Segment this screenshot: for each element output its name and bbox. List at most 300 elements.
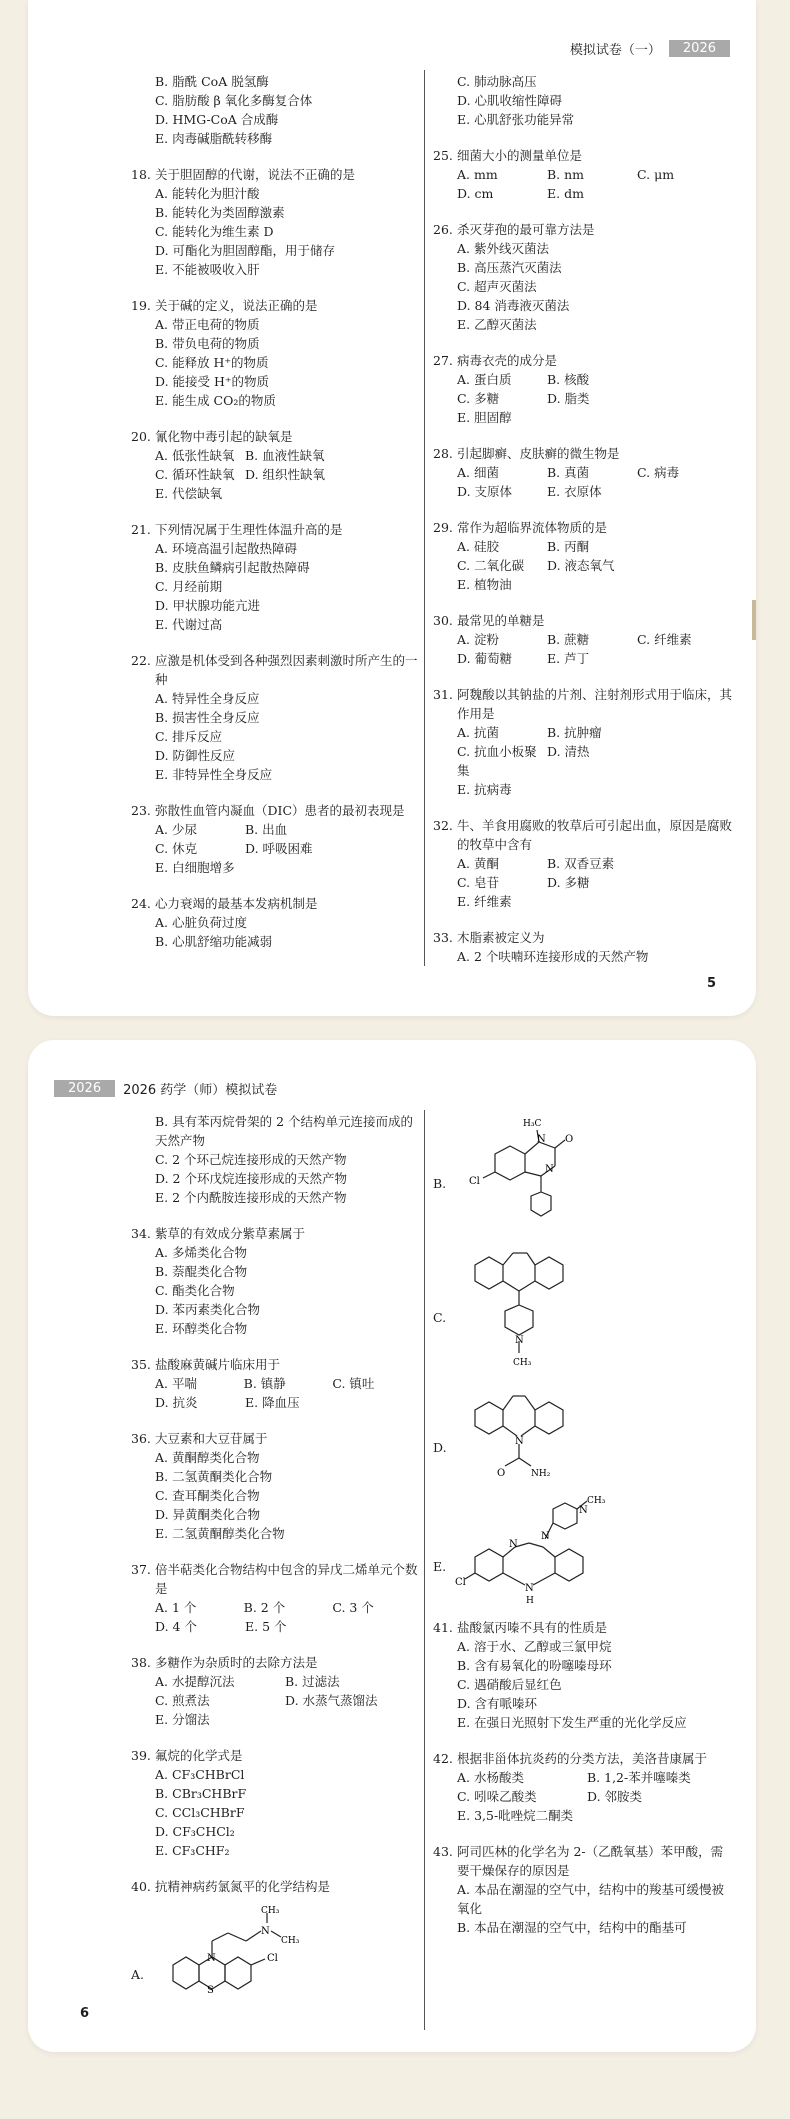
question-text: 多糖作为杂质时的去除方法是 [155,1655,318,1670]
question-text: 阿司匹林的化学名为 2-（乙酰氧基）苯甲酸，需要干燥保存的原因是 [457,1844,724,1878]
atom-label: CH₃ [587,1496,606,1506]
atom-label: O [565,1134,574,1145]
answer-option: A. 蛋白质 [457,372,512,387]
answer-option: B. 核酸 [547,372,590,387]
answer-option: E. 芦丁 [547,651,590,666]
question-number: 43. [433,1844,453,1859]
question-stem [433,220,733,239]
question-number: 42. [433,1751,453,1766]
answer-option: B. 血液性缺氧 [245,448,325,463]
header-title: 模拟试卷（一） [569,42,661,58]
answer-option: A. 溶于水、乙醇或三氯甲烷 [457,1639,612,1654]
structure-option-e [433,1495,733,1618]
question-text: 阿魏酸以其钠盐的片剂、注射剂形式用于临床，其作用是 [457,687,733,721]
answer-option-row [131,1691,421,1710]
answer-option: B. 过滤法 [285,1674,340,1689]
atom-label: N [537,1134,546,1145]
answer-option: B. 蔗糖 [547,632,590,647]
question-item [433,351,733,427]
question-text: 心力衰竭的最基本发病机制是 [155,896,318,911]
question-stem [131,1224,421,1243]
benzene-ring [225,1957,251,1989]
answer-option: D. 呼吸困难 [245,841,313,856]
answer-option: E. 心肌舒张功能异常 [457,112,575,127]
answer-option-row [433,1787,733,1806]
question-text: 牛、羊食用腐败的牧草后可引起出血，原因是腐败的牧草中含有 [457,818,733,852]
atom-label: N [525,1583,534,1594]
answer-option: D. 甲状腺功能亢进 [155,598,261,613]
page-header [562,38,730,58]
question-item [131,520,421,634]
question-item [433,1618,733,1732]
question-text: 最常见的单糖是 [457,613,545,628]
answer-option: E. 非特异性全身反应 [155,767,273,782]
answer-option: C. 查耳酮类化合物 [155,1488,260,1503]
question-stem [131,1746,421,1765]
question-text: 抗精神病药氯氮平的化学结构是 [155,1879,331,1894]
left-column [131,72,421,968]
answer-option: C. 月经前期 [155,579,223,594]
answer-option-row [131,839,421,858]
atom-label: N [509,1539,518,1550]
answer-option: A. 带正电荷的物质 [155,317,260,332]
question-text: 木脂素被定义为 [457,930,545,945]
cyproheptadine-structure [455,1235,655,1375]
question-number: 33. [433,930,453,945]
answer-option: B. 含有易氧化的吩噻嗪母环 [457,1658,612,1673]
answer-option: C. 多糖 [457,391,500,406]
clozapine-structure [455,1495,655,1613]
question-number: 22. [131,653,151,668]
answer-option: C. CCl₃CHBrF [155,1805,245,1820]
answer-option: E. 2 个内酰胺连接形成的天然产物 [155,1190,347,1205]
answer-option: A. 硅胶 [457,539,499,554]
answer-option: A. 水提醇沉法 [155,1674,235,1689]
answer-option: A. 少尿 [155,822,197,837]
question-text: 应激是机体受到各种强烈因素刺激时所产生的一种 [155,653,418,687]
exam-page-5 [28,0,756,1016]
answer-option: C. 循环性缺氧 [155,467,235,482]
answer-option: D. 邻胺类 [587,1789,643,1804]
right-column [433,72,733,983]
question-stem [131,1877,421,1896]
answer-option: C. 煎煮法 [155,1693,210,1708]
answer-option: D. 可酯化为胆固醇酯，用于储存 [155,243,336,258]
answer-option: E. 抗病毒 [457,782,512,797]
answer-option-row [433,1806,733,1825]
question-stem [433,518,733,537]
answer-option: A. 2 个呋喃环连接形成的天然产物 [457,949,649,964]
answer-option: A. 低张性缺氧 [155,448,235,463]
question-text: 病毒衣壳的成分是 [457,353,558,368]
answer-option: E. 能生成 CO₂的物质 [155,393,276,408]
answer-option: C. 超声灭菌法 [457,279,537,294]
answer-option: D. 脂类 [547,391,590,406]
answer-option: A. 黄酮 [457,856,499,871]
benzene-ring [173,1957,199,1989]
answer-option-row [433,389,733,408]
question-stem [131,427,421,446]
chlorpromazine-structure [153,1905,353,2020]
answer-option-row [433,1768,733,1787]
question-text: 氟烷的化学式是 [155,1748,243,1763]
answer-option: B. 能转化为类固醇激素 [155,205,285,220]
answer-option: A. 1 个 [155,1600,197,1615]
question-text: 盐酸氯丙嗪不具有的性质是 [457,1620,608,1635]
answer-option: A. 黄酮醇类化合物 [155,1450,260,1465]
answer-option-row [433,649,733,668]
question-stem [433,351,733,370]
answer-option: B. 二氢黄酮类化合物 [155,1469,273,1484]
answer-option: D. 含有哌嗪环 [457,1696,538,1711]
answer-option: B. 1,2-苯并噻嗪类 [587,1770,691,1785]
question-text: 盐酸麻黄碱片临床用于 [155,1357,281,1372]
question-stem [131,1653,421,1672]
question-stem [131,651,421,689]
answer-option: D. 葡萄糖 [457,651,513,666]
structure-option-d [433,1380,733,1495]
answer-option-row [433,165,733,184]
answer-option: E. 二氢黄酮醇类化合物 [155,1526,285,1541]
answer-option-row [433,537,733,556]
answer-option: D. 异黄酮类化合物 [155,1507,261,1522]
question-number: 39. [131,1748,151,1763]
answer-option: E. dm [547,186,584,201]
question-stem [131,801,421,820]
answer-option: A. 紫外线灭菌法 [457,241,549,256]
atom-label: N [207,1953,216,1964]
answer-option: D. 84 消毒液灭菌法 [457,298,570,313]
atom-label: N [541,1531,550,1542]
answer-option: A. mm [457,167,498,182]
question-number: 23. [131,803,151,818]
left-column [131,1112,421,2025]
answer-option-row [433,575,733,594]
question-item [131,801,421,877]
answer-option: B. 本品在潮湿的空气中，结构中的酯基可 [457,1920,687,1935]
atom-label: H [526,1596,534,1606]
answer-option-row [131,1710,421,1729]
header-year-tag: 2026 [54,1080,115,1097]
answer-option-row [433,854,733,873]
answer-option-row [433,370,733,389]
option-label: B. [433,1175,447,1191]
atom-label: Cl [455,1577,466,1588]
question-number: 20. [131,429,151,444]
answer-option: E. 胆固醇 [457,410,512,425]
question-text: 弥散性血管内凝血（DIC）患者的最初表现是 [155,803,405,818]
answer-option: C. 能转化为维生素 D [155,224,274,239]
structure-option-a [131,1905,421,2025]
question-item [131,1429,421,1543]
question-text: 根据非甾体抗炎药的分类方法，美洛昔康属于 [457,1751,708,1766]
answer-option: C. μm [637,167,675,182]
question-number: 25. [433,148,453,163]
question-stem [131,1429,421,1448]
question-stem [131,1355,421,1374]
atom-label: NH₂ [531,1469,551,1479]
question-number: 24. [131,896,151,911]
answer-option-row [131,1598,421,1617]
atom-label: N [515,1335,524,1346]
answer-option: D. HMG-CoA 合成酶 [155,112,279,127]
question-stem [131,520,421,539]
page-header [54,1078,285,1098]
question-item [131,1877,421,1896]
question-stem [131,894,421,913]
answer-option-row [433,873,733,892]
answer-option: E. 纤维素 [457,894,512,909]
answer-option: B. 脂酰 CoA 脱氢酶 [155,74,269,89]
question-stem [131,165,421,184]
answer-option: E. 在强日光照射下发生严重的光化学反应 [457,1715,687,1730]
answer-option-row [131,465,421,484]
answer-option: A. 特异性全身反应 [155,691,260,706]
option-label: E. [433,1558,447,1574]
question-item [131,1224,421,1338]
question-text: 关于胆固醇的代谢，说法不正确的是 [155,167,356,182]
answer-option-row [131,1672,421,1691]
question-number: 28. [433,446,453,461]
answer-option: E. 降血压 [245,1395,300,1410]
page-edge-tab [752,600,756,640]
answer-option: D. 心肌收缩性障碍 [457,93,563,108]
answer-option: E. 环醇类化合物 [155,1321,248,1336]
answer-option: B. CBr₃CHBrF [155,1786,247,1801]
answer-option: C. 3 个 [332,1600,374,1615]
answer-option: D. 抗炎 [155,1395,198,1410]
question-item [131,1112,421,1207]
question-text: 关于碱的定义，说法正确的是 [155,298,318,313]
atom-label: Cl [267,1953,278,1964]
answer-option: B. 高压蒸汽灭菌法 [457,260,562,275]
question-stem [433,146,733,165]
question-item [131,651,421,784]
answer-option: B. 镇静 [243,1376,286,1391]
diazepam-structure [455,1112,655,1230]
answer-option: E. 分馏法 [155,1712,210,1727]
question-stem [433,685,733,723]
atom-label: N [545,1164,554,1175]
answer-option: B. 真菌 [547,465,590,480]
atom-label: S [207,1985,214,1996]
answer-option: C. 镇吐 [332,1376,375,1391]
answer-option: D. 组织性缺氧 [245,467,326,482]
atom-label: Cl [469,1176,480,1187]
answer-option: C. 能释放 H⁺的物质 [155,355,269,370]
question-stem [433,1749,733,1768]
answer-option: E. 肉毒碱脂酰转移酶 [155,131,273,146]
answer-option: E. 代谢过高 [155,617,223,632]
question-number: 31. [433,687,453,702]
exam-page-6 [28,1040,756,2052]
question-item [433,72,733,129]
answer-option: D. 水蒸气蒸馏法 [285,1693,378,1708]
question-item [131,72,421,148]
column-divider [424,1110,425,2030]
atom-label: N [515,1436,524,1447]
atom-label: N [261,1926,270,1937]
question-item [131,427,421,503]
answer-option: A. 水杨酸类 [457,1770,524,1785]
answer-option: C. 皂苷 [457,875,500,890]
answer-option-row [433,482,733,501]
answer-option: D. 防御性反应 [155,748,236,763]
question-text: 紫草的有效成分紫草素属于 [155,1226,306,1241]
question-item [433,685,733,799]
answer-option: D. CF₃CHCl₂ [155,1824,235,1839]
question-item [131,1653,421,1729]
question-text: 倍半萜类化合物结构中包含的异戊二烯单元个数是 [155,1562,418,1596]
question-text: 下列情况属于生理性体温升高的是 [155,522,343,537]
answer-option: B. 抗肿瘤 [547,725,602,740]
question-stem [433,816,733,854]
question-item [433,518,733,594]
atom-label: N [579,1505,588,1516]
header-title: 2026 药学（师）模拟试卷 [123,1082,278,1098]
answer-option: D. 液态氧气 [547,558,615,573]
answer-option-row [433,556,733,575]
question-stem [433,1618,733,1637]
question-item [433,611,733,668]
answer-option: A. 细菌 [457,465,499,480]
answer-option: D. 支原体 [457,484,513,499]
atom-label: CH₃ [513,1358,532,1368]
question-item [433,444,733,501]
question-stem [433,928,733,947]
answer-option: C. 2 个环己烷连接形成的天然产物 [155,1152,347,1167]
question-item [433,1749,733,1825]
answer-option: B. 双香豆素 [547,856,615,871]
answer-option: C. 脂肪酸 β 氧化多酶复合体 [155,93,313,108]
question-text: 引起脚癣、皮肤癣的微生物是 [457,446,620,461]
answer-option: E. 乙醇灭菌法 [457,317,537,332]
answer-option: B. 皮肤鱼鳞病引起散热障碍 [155,560,310,575]
answer-option: C. 遇硝酸后显红色 [457,1677,562,1692]
question-number: 27. [433,353,453,368]
question-stem [433,1842,733,1880]
question-text: 常作为超临界流体物质的是 [457,520,608,535]
atom-label: CH₃ [261,1906,280,1916]
atom-label: H₃C [523,1119,542,1129]
answer-option-row [433,184,733,203]
question-text: 细菌大小的测量单位是 [457,148,583,163]
right-column [433,1112,733,1954]
atom-label: CH₃ [281,1936,300,1946]
answer-option: A. 抗菌 [457,725,499,740]
option-label: C. [433,1309,447,1325]
answer-option: D. 多糖 [547,875,590,890]
structure-option-c [433,1235,733,1380]
answer-option: B. 损害性全身反应 [155,710,260,725]
answer-option: D. 清热 [547,744,590,759]
answer-option-row [433,463,733,482]
answer-option: B. 心肌舒缩功能减弱 [155,934,273,949]
answer-option: E. 5 个 [245,1619,287,1634]
column-divider [424,70,425,966]
answer-option: C. 休克 [155,841,198,856]
carbamazepine-structure [455,1380,655,1490]
answer-option: B. nm [547,167,585,182]
answer-option: C. 二氧化碳 [457,558,525,573]
question-number: 37. [131,1562,151,1577]
answer-option: D. 能接受 H⁺的物质 [155,374,269,389]
answer-option: B. 丙酮 [547,539,590,554]
answer-option: A. 平喘 [155,1376,197,1391]
answer-option: C. 排斥反应 [155,729,223,744]
answer-option: E. 不能被吸收入肝 [155,262,260,277]
answer-option: C. 肺动脉高压 [457,74,537,89]
answer-option-row [433,742,733,780]
question-item [433,1842,733,1937]
question-stem [131,1560,421,1598]
answer-option-row [131,1374,421,1393]
answer-option-row [131,1393,421,1412]
question-number: 29. [433,520,453,535]
question-item [433,220,733,334]
question-text: 大豆素和大豆苷属于 [155,1431,268,1446]
question-item [433,816,733,911]
answer-option-row [131,858,421,877]
answer-option: A. 本品在潮湿的空气中，结构中的羧基可缓慢被氧化 [457,1882,724,1916]
answer-option: E. 植物油 [457,577,512,592]
answer-option: C. 抗血小板聚集 [457,744,537,778]
answer-option: D. 苯丙素类化合物 [155,1302,261,1317]
answer-option: A. 淀粉 [457,632,499,647]
question-number: 40. [131,1879,151,1894]
option-label: A. [131,1967,145,1982]
question-text: 杀灭芽孢的最可靠方法是 [457,222,595,237]
answer-option: A. 心脏负荷过度 [155,915,247,930]
answer-option: E. CF₃CHF₂ [155,1843,230,1858]
question-item [131,894,421,951]
question-item [433,146,733,203]
answer-option: A. CF₃CHBrCl [155,1767,245,1782]
question-text: 氰化物中毒引起的缺氧是 [155,429,293,444]
answer-option: B. 出血 [245,822,288,837]
question-number: 30. [433,613,453,628]
answer-option: E. 白细胞增多 [155,860,235,875]
question-number: 41. [433,1620,453,1635]
answer-option: C. 纤维素 [637,632,692,647]
answer-option-row [131,484,421,503]
question-number: 38. [131,1655,151,1670]
answer-option: A. 能转化为胆汁酸 [155,186,260,201]
answer-option-row [131,1617,421,1636]
answer-option: D. 2 个环戊烷连接形成的天然产物 [155,1171,347,1186]
question-item [131,1355,421,1412]
answer-option: C. 病毒 [637,465,680,480]
page-number: 5 [706,976,716,991]
question-number: 21. [131,522,151,537]
question-item [433,928,733,966]
question-number: 32. [433,818,453,833]
question-number: 26. [433,222,453,237]
answer-option: D. cm [457,186,494,201]
structure-option-b [433,1112,733,1235]
question-number: 35. [131,1357,151,1372]
page-number: 6 [80,2006,90,2021]
answer-option: A. 环境高温引起散热障碍 [155,541,297,556]
question-number: 34. [131,1226,151,1241]
answer-option-row [131,446,421,465]
answer-option-row [433,408,733,427]
question-stem [433,611,733,630]
question-item [131,296,421,410]
answer-option: E. 代偿缺氧 [155,486,223,501]
answer-option: B. 具有苯丙烷骨架的 2 个结构单元连接而成的天然产物 [155,1114,414,1148]
answer-option: E. 衣原体 [547,484,602,499]
